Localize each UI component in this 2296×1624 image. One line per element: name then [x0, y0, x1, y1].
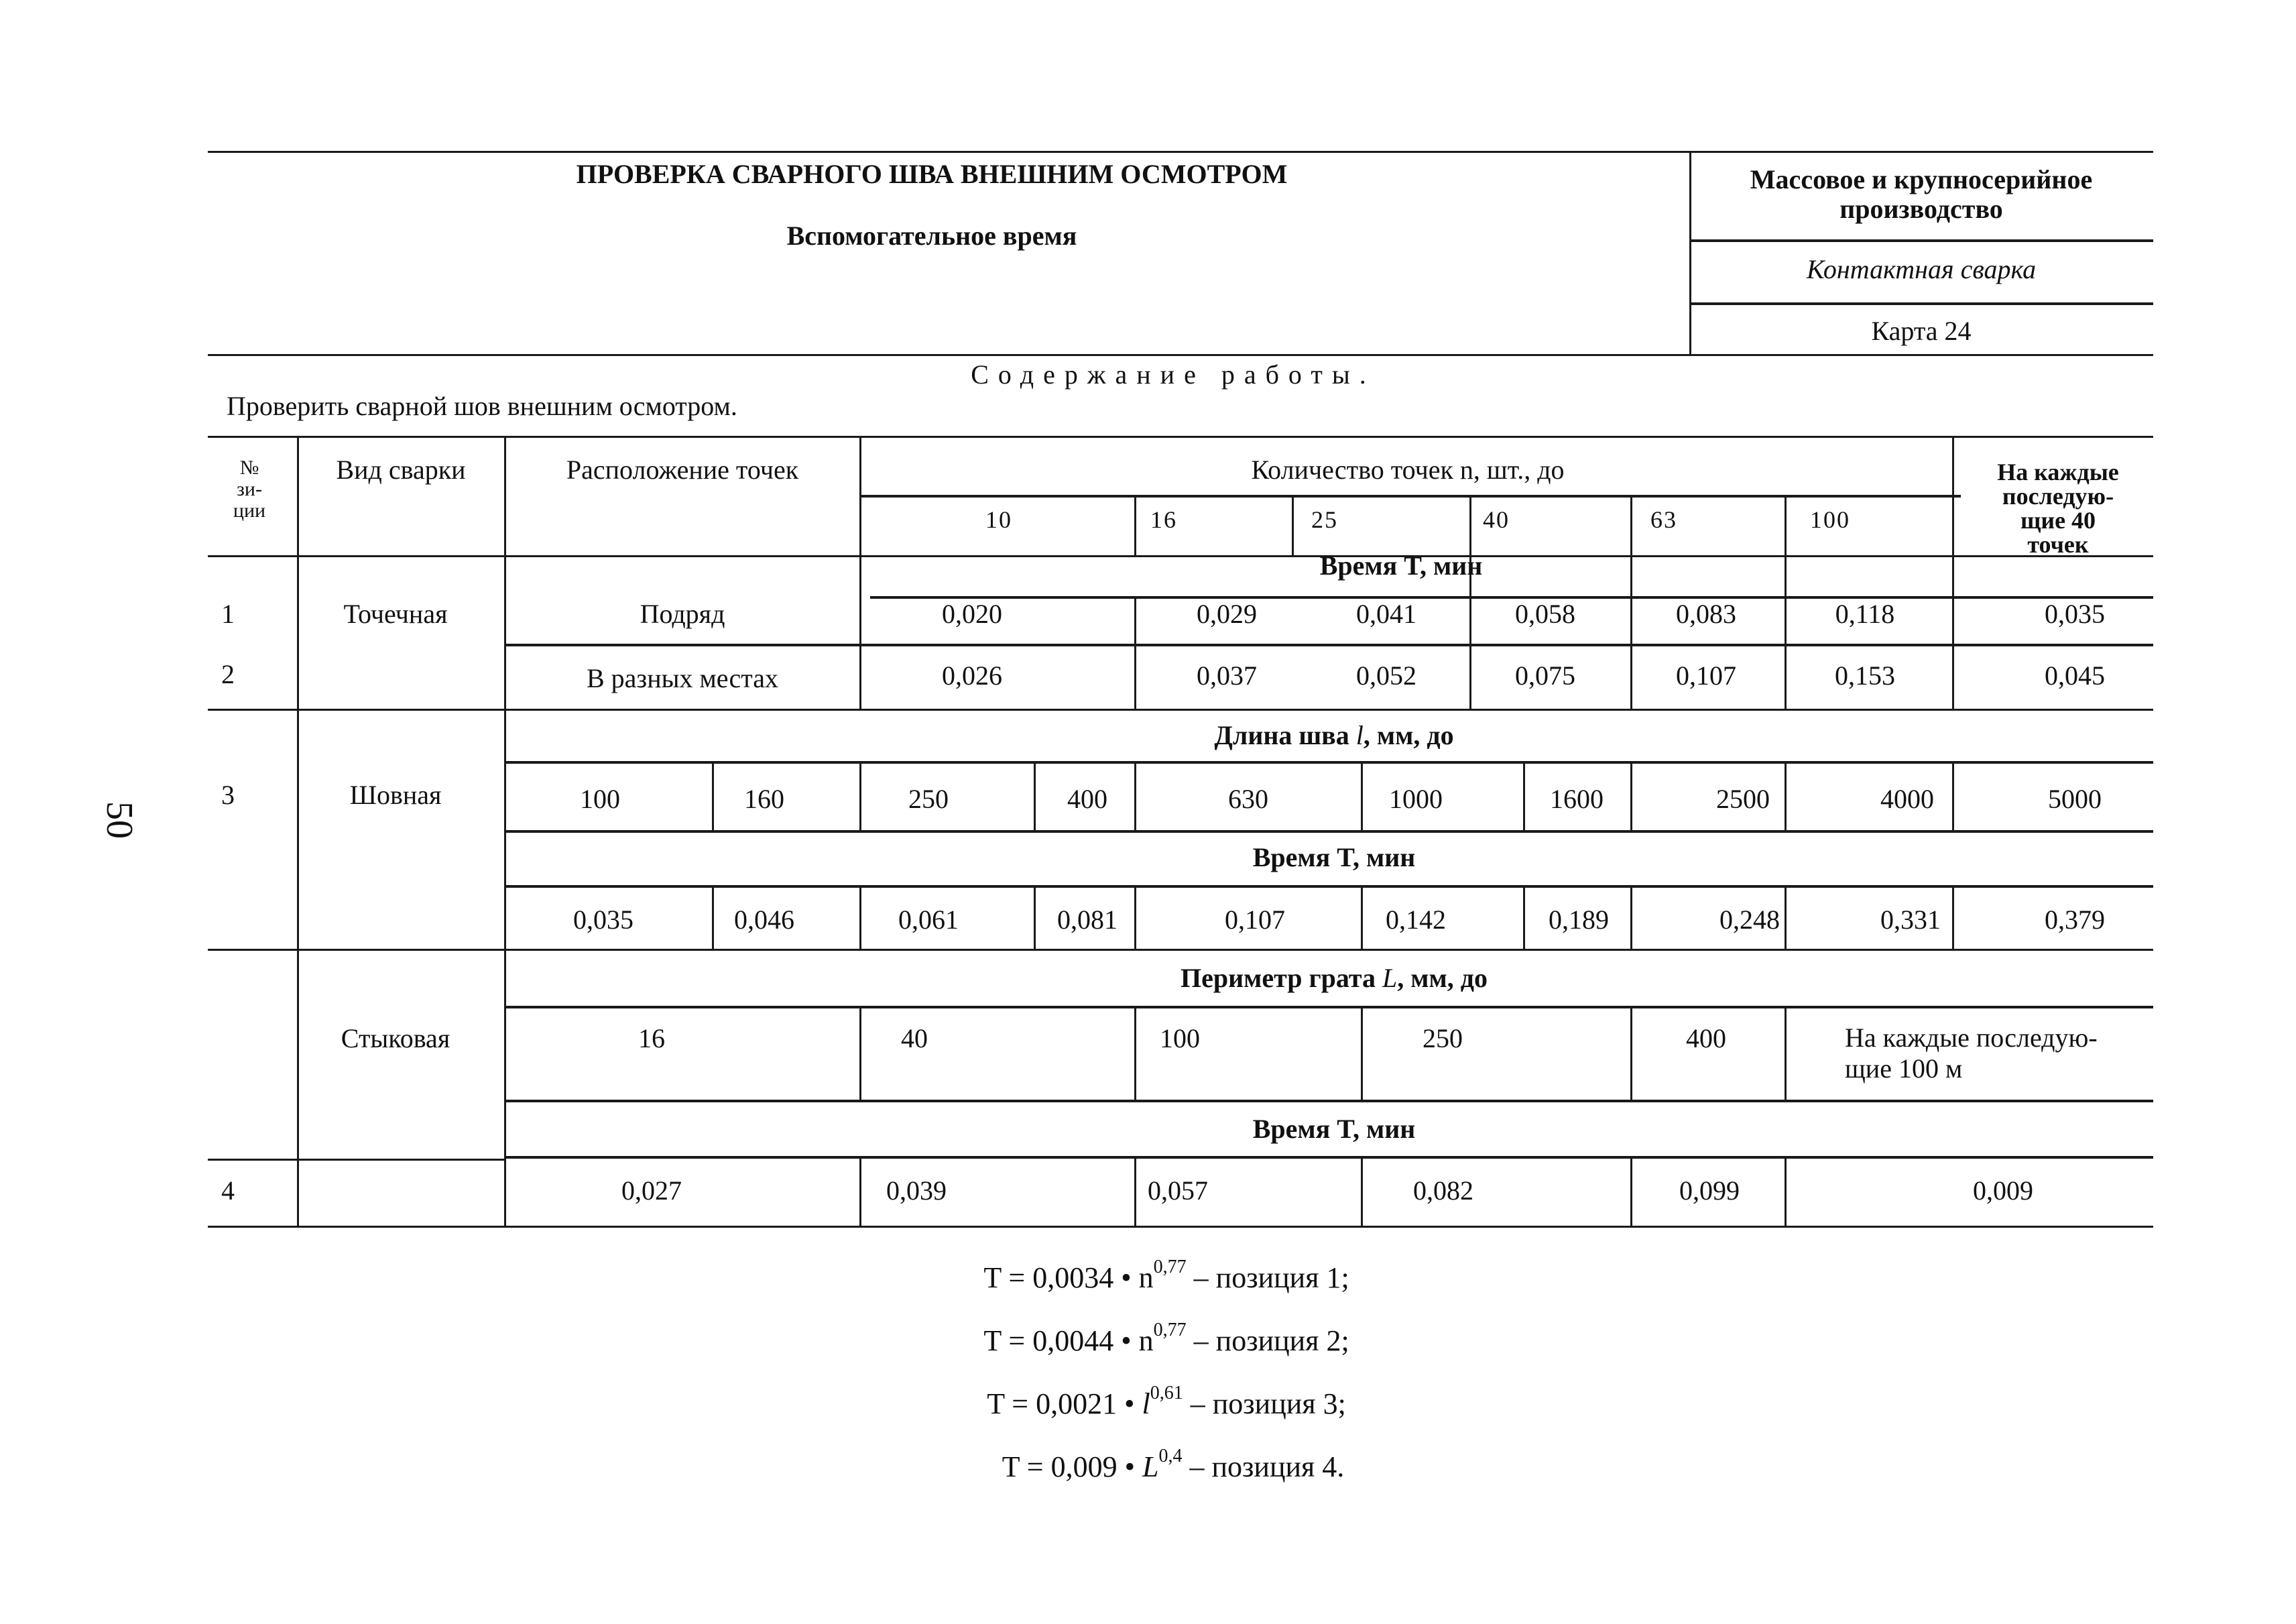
table-vline	[1469, 496, 1471, 711]
table-vline	[504, 436, 506, 1227]
seam-time: 0,061	[898, 905, 959, 935]
seam-length: 250	[908, 784, 949, 814]
count-header: 63	[1650, 506, 1677, 533]
formula-rhs: – позиция 2;	[1186, 1324, 1349, 1357]
table-vline	[1630, 1007, 1632, 1101]
table-vline	[1523, 762, 1525, 831]
butt-time: 0,099	[1679, 1175, 1740, 1206]
seam-length: 400	[1067, 784, 1107, 814]
seam-length: 5000	[2048, 784, 2102, 814]
production-type-line1: Массовое и крупносерийное	[1750, 164, 2093, 194]
col-header-position-line: ции	[233, 500, 266, 522]
table-rule	[208, 949, 2153, 951]
formula-exponent: 0,61	[1150, 1383, 1183, 1403]
butt-time: 0,082	[1413, 1175, 1473, 1206]
header-bottom-rule	[208, 354, 2153, 356]
time-cell: 0,058	[1515, 599, 1575, 629]
location-different: В разных местах	[586, 663, 779, 693]
col-header-each-line: щие 40	[2020, 507, 2096, 534]
seam-length: 630	[1228, 784, 1268, 814]
row-position: 3	[221, 780, 235, 810]
col-header-each-line: точек	[2027, 531, 2089, 558]
perimeter-value: 16	[638, 1023, 665, 1053]
table-vline	[1630, 1157, 1632, 1227]
row-position: 1	[221, 599, 235, 629]
formula-lhs: T = 0,0021 •	[987, 1387, 1142, 1420]
table-rule	[208, 709, 2153, 711]
col-header-position-line: №	[239, 457, 259, 479]
time-cell: 0,052	[1356, 660, 1416, 691]
seam-time: 0,379	[2045, 905, 2105, 935]
header-right-rule-2	[1689, 302, 2153, 305]
perimeter-each-line: На каждые последую-	[1845, 1023, 2098, 1053]
table-vline	[1134, 597, 1136, 711]
table-vline	[1785, 1157, 1787, 1227]
table-vline	[1523, 886, 1525, 950]
table-vline	[1134, 762, 1136, 831]
table-rule	[870, 596, 2153, 599]
table-vline	[712, 886, 714, 950]
seam-length: 100	[580, 784, 620, 814]
location-consecutive: Подряд	[640, 599, 725, 629]
time-cell: 0,020	[942, 599, 1002, 629]
count-header: 40	[1483, 506, 1510, 533]
count-header: 16	[1150, 506, 1177, 533]
row-position: 4	[221, 1175, 235, 1206]
formula-position-3	[987, 1383, 1346, 1421]
formula-variable: l	[1142, 1387, 1150, 1420]
seam-length: 4000	[1880, 784, 1934, 814]
table-vline	[1952, 762, 1954, 831]
header-right-rule-1	[1689, 239, 2153, 242]
table-vline	[859, 436, 861, 711]
perimeter-value: 250	[1423, 1023, 1463, 1053]
count-header: 100	[1810, 506, 1850, 533]
table-vline	[1630, 762, 1632, 831]
time-cell: 0,107	[1676, 660, 1736, 691]
formula-exponent: 0,77	[1153, 1320, 1187, 1340]
table-bottom-rule	[208, 1226, 2153, 1228]
formula-position-4	[1002, 1446, 1345, 1484]
welding-type-spot: Точечная	[343, 599, 448, 629]
header-top-rule	[208, 151, 2153, 153]
formula-rhs: – позиция 4.	[1182, 1450, 1345, 1483]
col-header-each-line: На каждые	[1997, 459, 2119, 485]
seam-length-label	[1214, 719, 1453, 751]
perimeter-value: 400	[1686, 1023, 1726, 1053]
table-rule	[504, 1100, 2153, 1102]
table-vline	[1034, 762, 1036, 831]
table-vline	[1134, 886, 1136, 950]
perimeter-unit: , мм, до	[1397, 963, 1488, 993]
formula-rhs: – позиция 3;	[1183, 1387, 1346, 1420]
time-label-butt: Время T, мин	[1252, 1114, 1416, 1144]
table-vline	[859, 886, 861, 950]
seam-time: 0,046	[734, 905, 794, 935]
time-cell: 0,029	[1197, 599, 1257, 629]
table-vline	[1361, 886, 1363, 950]
table-vline	[1952, 886, 1954, 950]
time-cell: 0,118	[1835, 599, 1895, 629]
table-vline	[859, 1007, 861, 1101]
table-vline	[859, 1157, 861, 1227]
perimeter-symbol: L	[1382, 963, 1398, 993]
table-rule	[208, 1159, 506, 1161]
seam-time: 0,142	[1386, 905, 1446, 935]
table-rule	[504, 885, 2153, 888]
table-vline	[1134, 1157, 1136, 1227]
seam-length: 2500	[1716, 784, 1770, 814]
time-cell: 0,075	[1515, 660, 1575, 691]
seam-length-symbol: l	[1355, 720, 1364, 750]
butt-time: 0,027	[621, 1175, 682, 1206]
seam-length: 160	[744, 784, 784, 814]
col-header-welding-type: Вид сварки	[336, 455, 466, 485]
table-vline	[1134, 496, 1136, 557]
perimeter-label	[1181, 962, 1488, 994]
table-vline	[297, 436, 299, 1227]
seam-time: 0,331	[1880, 905, 1941, 935]
seam-time: 0,248	[1719, 905, 1780, 935]
table-vline	[1361, 1007, 1363, 1101]
work-heading: Содержание работы.	[971, 359, 1376, 390]
time-cell: 0,037	[1197, 660, 1257, 691]
col-header-location: Расположение точек	[566, 455, 799, 485]
formula-lhs: T = 0,0034 • n	[983, 1261, 1154, 1294]
table-rule	[504, 830, 2153, 833]
formula-position-2	[983, 1320, 1349, 1358]
time-label-spot: Время T, мин	[1319, 550, 1483, 581]
table-rule	[861, 495, 1961, 498]
table-vline	[1785, 1007, 1787, 1101]
time-cell: 0,083	[1676, 599, 1736, 629]
seam-length-unit: , мм, до	[1363, 720, 1454, 750]
welding-type-seam: Шовная	[349, 780, 442, 810]
seam-length-text: Длина шва	[1214, 720, 1349, 750]
production-type-line2: производство	[1839, 194, 2003, 224]
page-subtitle: Вспомогательное время	[786, 221, 1077, 251]
perimeter-each	[1845, 1023, 2098, 1084]
col-header-each-40	[1971, 460, 2145, 557]
seam-length: 1600	[1550, 784, 1604, 814]
row-position: 2	[221, 659, 235, 689]
col-header-each-line: последую-	[2002, 483, 2114, 510]
time-cell-each: 0,045	[2045, 660, 2105, 691]
table-vline	[1952, 436, 1954, 711]
count-header: 10	[985, 506, 1012, 533]
table-rule	[504, 1006, 2153, 1008]
col-header-position-line: зи-	[237, 478, 262, 500]
formula-rhs: – позиция 1;	[1186, 1261, 1349, 1294]
count-header: 25	[1311, 506, 1338, 533]
table-vline	[859, 762, 861, 831]
formula-lhs: T = 0,0044 • n	[983, 1324, 1154, 1357]
table-rule	[208, 555, 2153, 557]
table-rule	[504, 1156, 2153, 1159]
table-vline	[1292, 496, 1294, 557]
table-vline	[1785, 762, 1787, 831]
seam-length: 1000	[1389, 784, 1443, 814]
time-cell-each: 0,035	[2045, 599, 2105, 629]
formula-exponent: 0,77	[1153, 1257, 1187, 1277]
time-cell: 0,041	[1356, 599, 1416, 629]
table-vline	[712, 762, 714, 831]
seam-time: 0,035	[573, 905, 633, 935]
formula-variable: L	[1142, 1450, 1159, 1483]
header-divider	[1689, 153, 1691, 355]
table-vline	[1785, 496, 1787, 711]
welding-type: Контактная сварка	[1806, 254, 2037, 284]
table-vline	[1785, 886, 1787, 950]
table-vline	[1630, 496, 1632, 711]
time-cell: 0,026	[942, 660, 1002, 691]
perimeter-each-line: щие 100 м	[1845, 1053, 1963, 1084]
butt-time-each: 0,009	[1973, 1175, 2033, 1206]
table-rule	[504, 644, 2153, 646]
perimeter-value: 40	[901, 1023, 928, 1053]
formula-position-1	[983, 1257, 1349, 1295]
page-title: ПРОВЕРКА СВАРНОГО ШВА ВНЕШНИМ ОСМОТРОМ	[576, 159, 1288, 189]
seam-time: 0,081	[1057, 905, 1117, 935]
perimeter-value: 100	[1160, 1023, 1200, 1053]
butt-time: 0,057	[1148, 1175, 1208, 1206]
card-number: Карта 24	[1871, 316, 1972, 346]
time-label-seam: Время T, мин	[1252, 842, 1416, 872]
table-vline	[1361, 1157, 1363, 1227]
page-number: 50	[99, 801, 140, 839]
butt-time: 0,039	[886, 1175, 947, 1206]
table-vline	[1034, 886, 1036, 950]
welding-type-butt: Стыковая	[341, 1023, 450, 1053]
col-header-point-count: Количество точек n, шт., до	[1251, 455, 1565, 485]
seam-time: 0,107	[1225, 905, 1285, 935]
table-vline	[1134, 1007, 1136, 1101]
formula-exponent: 0,4	[1158, 1446, 1183, 1466]
col-header-position	[216, 457, 283, 522]
work-text: Проверить сварной шов внешним осмотром.	[227, 391, 737, 421]
table-rule	[504, 761, 2153, 764]
table-vline	[1630, 886, 1632, 950]
formula-lhs: T = 0,009 •	[1002, 1450, 1143, 1483]
time-cell: 0,153	[1835, 660, 1895, 691]
table-vline	[1361, 762, 1363, 831]
seam-time: 0,189	[1549, 905, 1609, 935]
perimeter-text: Периметр грата	[1180, 963, 1376, 993]
table-top-rule	[208, 436, 2153, 438]
